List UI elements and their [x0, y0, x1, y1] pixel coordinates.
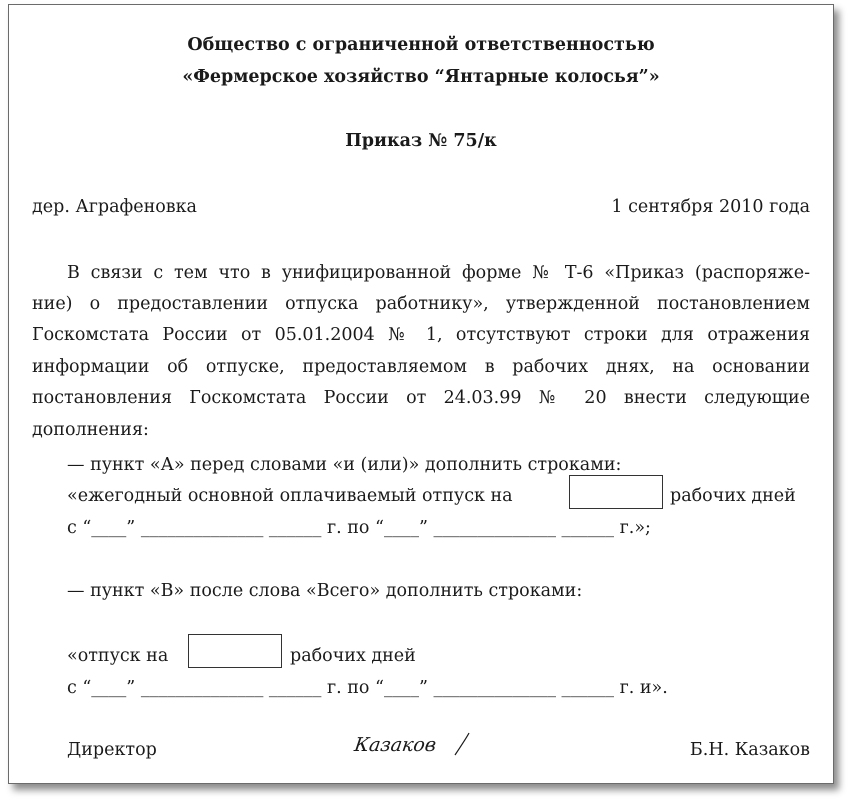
point-b-text: «отпуск на	[67, 646, 169, 666]
point-b-date-line: с “____” ______________ ______ г. по “____” ______________ ______ г. и».	[67, 678, 668, 698]
order-title: Приказ № 75/к	[345, 131, 497, 151]
point-a-text: «ежегодный основной оплачиваемый отпуск на	[67, 486, 513, 506]
point-b-text-days: рабочих дней	[290, 646, 416, 666]
days-blank-field[interactable]	[188, 634, 282, 668]
date: 1 сентября 2010 года	[611, 197, 810, 217]
signer-name: Б.Н. Казаков	[689, 740, 810, 760]
paragraph-line: В связи с тем что в унифицированной форме № Т-6 «Приказ (распоряже-	[67, 263, 810, 283]
org-name-line-1: Общество с ограниченной ответственностью	[187, 35, 655, 55]
point-a-heading: — пункт «А» перед словами «и (или)» дополнить строками:	[67, 455, 622, 475]
place: дер. Аграфеновка	[32, 197, 197, 217]
point-a-text-days: рабочих дней	[670, 486, 796, 506]
paragraph-line: дополнения:	[32, 420, 149, 440]
org-name-line-2: «Фермерское хозяйство “Янтарные колосья”»	[182, 67, 660, 87]
paragraph-line: Госкомстата России от 05.01.2004 № 1, отсутствуют строки для отражения	[32, 325, 810, 345]
days-blank-field[interactable]	[569, 475, 663, 509]
paragraph-line: постановления Госкомстата России от 24.03.99 № 20 внести следующие	[32, 388, 810, 408]
document-page	[8, 4, 834, 784]
signature	[353, 727, 473, 761]
point-a-date-line: с “____” ______________ ______ г. по “____” ______________ ______ г.»;	[67, 518, 651, 538]
signature-text: Казаков	[353, 733, 438, 756]
paragraph-line: ние) о предоставлении отпуска работнику», утвержденной постановлением	[32, 294, 810, 314]
point-b-heading: — пункт «В» после слова «Всего» дополнить строками:	[67, 581, 583, 601]
signer-position: Директор	[67, 740, 157, 760]
paragraph-line: информации об отпуске, предоставляемом в рабочих днях, на основании	[32, 357, 810, 377]
